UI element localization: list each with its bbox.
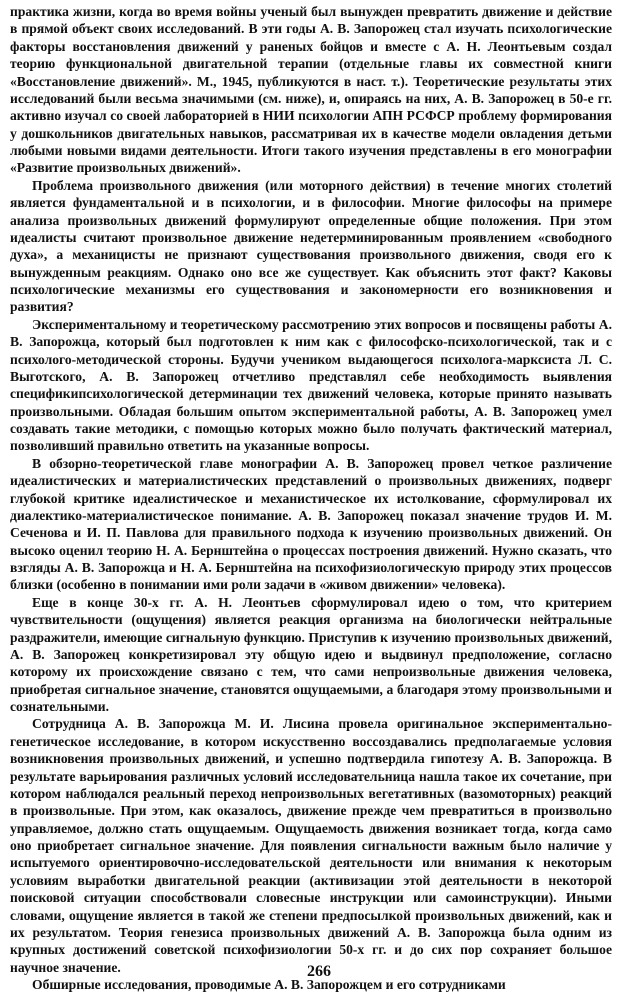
paragraph: Еще в конце 30-х гг. А. Н. Леонтьев сформулировал идею о том, что критерием чувствительности (ощущения) является реакция организма на биологически нейтральные раздражители, имеющие сигнальную функцию. Приступив к изучению произвольных движений, А. В. Запорожец конкретизировал эту общую идею и выдвинул предположение, согласно которому их происхождение связано с тем, что сами непроизвольные движения человека, приобретая сигнальное значение, становятся ощущаемыми, а благодаря этому произвольными и сознательными. [10, 594, 612, 714]
paragraph: Проблема произвольного движения (или моторного действия) в течение многих столетий является фундаментальной и в психологии, и в философии. Многие философы на примере анализа произвольных движений формулируют определенные общие положения. При этом идеалисты считают произвольное движение недетерминированным проявлением «свободного духа», а механицисты не признают существования произвольного движения, сводя его к вынужденным реакциям. Однако оно все же существует. Как объяснить этот факт? Каковы психологические механизмы его существования и закономерности его возникновения и развития? [10, 177, 612, 315]
page-number: 266 [307, 963, 331, 980]
body-text [10, 3, 612, 993]
paragraph: практика жизни, когда во время войны ученый был вынужден превратить движение и действие в прямой объект своих исследований. В эти годы А. В. Запорожец стал изучать психологические факторы восстановления движений у раненых бойцов и вместе с А. Н. Леонтьевым создал теорию функциональной двигательной терапии (отдельные главы их совместной книги «Восстановление движений». М., 1945, публикуются в наст. т.). Теоретические результаты этих исследований были весьма значимыми (см. ниже), и, опираясь на них, А. В. Запорожец в 50-е гг. активно изучал со своей лабораторией в НИИ психологии АПН РСФСР проблему формирования у дошкольников двигательных навыков, рассматривая их в качестве модели овладения детьми любыми новыми видами деятельности. Итоги такого изучения представлены в его монографии «Развитие произвольных движений». [10, 4, 612, 176]
paragraph: Экспериментальному и теоретическому рассмотрению этих вопросов и посвящены работы А. В. Запорожца, который был подготовлен к ним как с философско-психологической, так и с психолого-методической стороны. Будучи учеником выдающегося психолога-марксиста Л. С. Выготского, А. В. Запорожец отчетливо представлял себе необходимость выявления спецификипсихологической детерминации тех движений человека, которые принято называть произвольными. Обладая большим опытом экспериментальной работы, А. В. Запорожец умел создавать такие методики, с помощью которых можно было получать фактический материал, позволивший правильно ответить на указанные вопросы. [10, 316, 612, 454]
paragraph: Сотрудница А. В. Запорожца М. И. Лисина провела оригинальное экспериментально-генетическое исследование, в котором искусственно воссоздавались предполагаемые условия возникновения произвольных движений, и успешно подтвердила гипотезу А. В. Запорожца. В результате варьирования различных условий исследовательница нашла такое их сочетание, при котором наблюдался реальный переход непроизвольных вегетативных (вазомоторных) реакций в произвольные. При этом, как оказалось, движение прежде чем превратиться в произвольно управляемое, должно стать ощущаемым. Ощущаемость движения возникает тогда, когда само оно приобретает сигнальное значение. Для появления сигнальности важным было наличие у испытуемого ориентировочно-исследовательской деятельности или внимания к некоторым условиям выработки двигательной реакции (активизации этой деятельности в некоторой поисковой ситуации способствовали словесные инструкции или самоинструкции). Иными словами, ощущение является в такой же степени предпосылкой произвольных движений, как и их результатом. Теория генезиса произвольных движений А. В. Запорожца была одним из крупных достижений советской психофизиологии 50-х гг. и до сих пор сохраняет большое научное значение. [10, 716, 612, 975]
paragraph: В обзорно-теоретической главе монографии А. В. Запорожец провел четкое различение идеалистических и материалистических представлений о произвольных движениях, подверг глубокой критике идеалистическое и механистическое их истолкование, сформулировал их диалектико-материалистическое понимание. А. В. Запорожец показал значение трудов И. М. Сеченова и И. П. Павлова для правильного подхода к изучению произвольных движений. Он высоко оценил теорию Н. А. Бернштейна о процессах построения движений. Нужно сказать, что взгляды А. В. Запорожца и Н. А. Бернштейна на психофизиологическую природу этих процессов близки (особенно в понимании ими роли задачи в «живом движении» человека). [10, 455, 612, 593]
paragraph: Обширные исследования, проводимые А. В. Запорожцем и его сотрудниками [32, 977, 506, 992]
page-number-container [0, 963, 620, 981]
